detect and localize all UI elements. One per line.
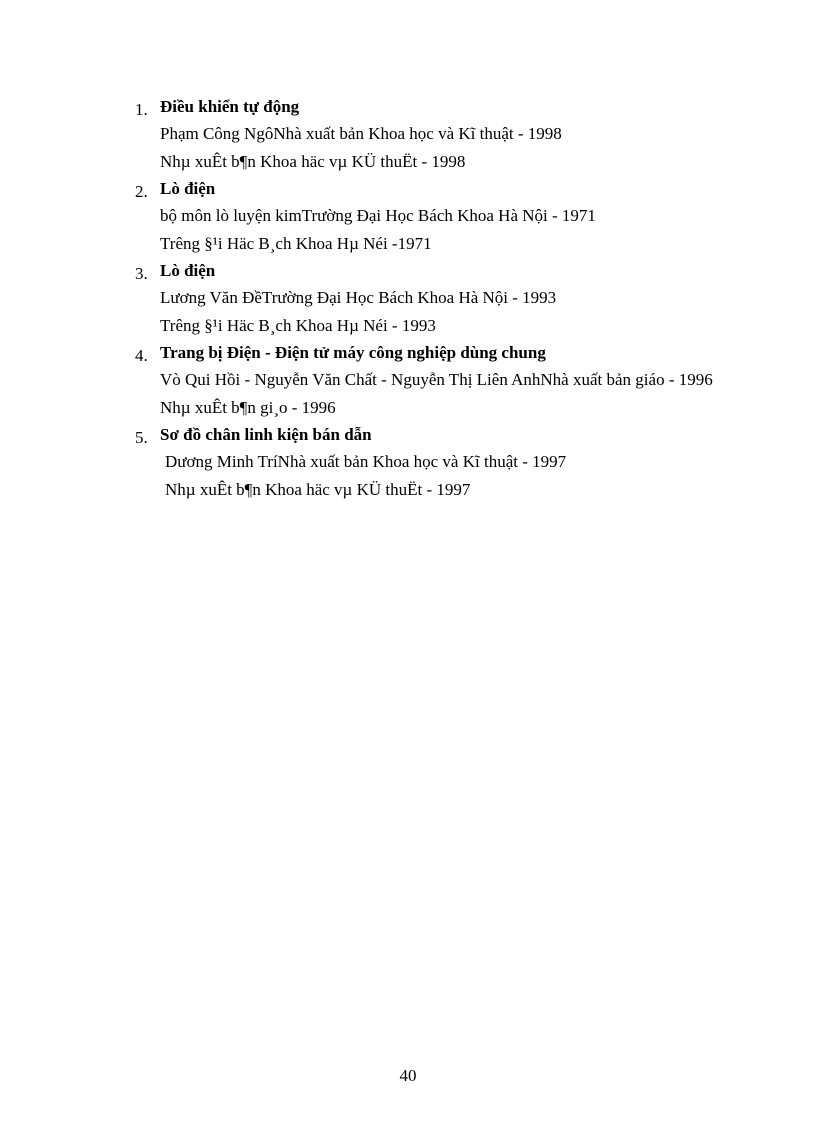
reference-number: 1.: [135, 100, 148, 119]
reference-line: bộ môn lò luyện kimTrường Đại Học Bách Khoa Hà Nội - 1971: [160, 206, 596, 225]
reference-item-5: [0, 422, 816, 504]
reference-line: Vò Qui Hồi - Nguyễn Văn Chất - Nguyễn Thị Liên AnhNhà xuất bản giáo - 1996: [160, 370, 713, 389]
reference-line: Nhµ xuÊt b¶n gi¸o - 1996: [160, 398, 336, 417]
reference-title: Điều khiển tự động: [160, 97, 300, 116]
reference-title: Lò điện: [160, 179, 216, 198]
reference-line: Lương Văn ĐềTrường Đại Học Bách Khoa Hà Nội - 1993: [160, 288, 557, 307]
reference-number: 2.: [135, 182, 148, 201]
reference-list: [0, 94, 816, 504]
reference-line: Trêng §¹i Häc B¸ch Khoa Hµ Néi - 1993: [160, 316, 436, 335]
reference-title: Sơ đồ chân linh kiện bán dẫn: [160, 425, 372, 444]
reference-number: 5.: [135, 428, 148, 447]
reference-title: Lò điện: [160, 261, 216, 280]
reference-number: 4.: [135, 346, 148, 365]
reference-line: Nhµ xuÊt b¶n Khoa häc vµ KÜ thuËt - 1998: [160, 152, 466, 171]
reference-line: Nhµ xuÊt b¶n Khoa häc vµ KÜ thuËt - 1997: [165, 480, 471, 499]
reference-line: Dương Minh TríNhà xuất bản Khoa học và Kĩ thuật - 1997: [165, 452, 567, 471]
reference-item-2: [0, 176, 816, 258]
reference-item-1: [0, 94, 816, 176]
reference-title: Trang bị Điện - Điện tử máy công nghiệp dùng chung: [160, 343, 546, 362]
page-number: 40: [399, 1066, 417, 1085]
reference-line: Trêng §¹i Häc B¸ch Khoa Hµ Néi -1971: [160, 234, 432, 253]
reference-item-3: [0, 258, 816, 340]
reference-number: 3.: [135, 264, 148, 283]
reference-line: Phạm Công NgôNhà xuất bản Khoa học và Kĩ thuật - 1998: [160, 124, 562, 143]
reference-item-4: [0, 340, 816, 422]
